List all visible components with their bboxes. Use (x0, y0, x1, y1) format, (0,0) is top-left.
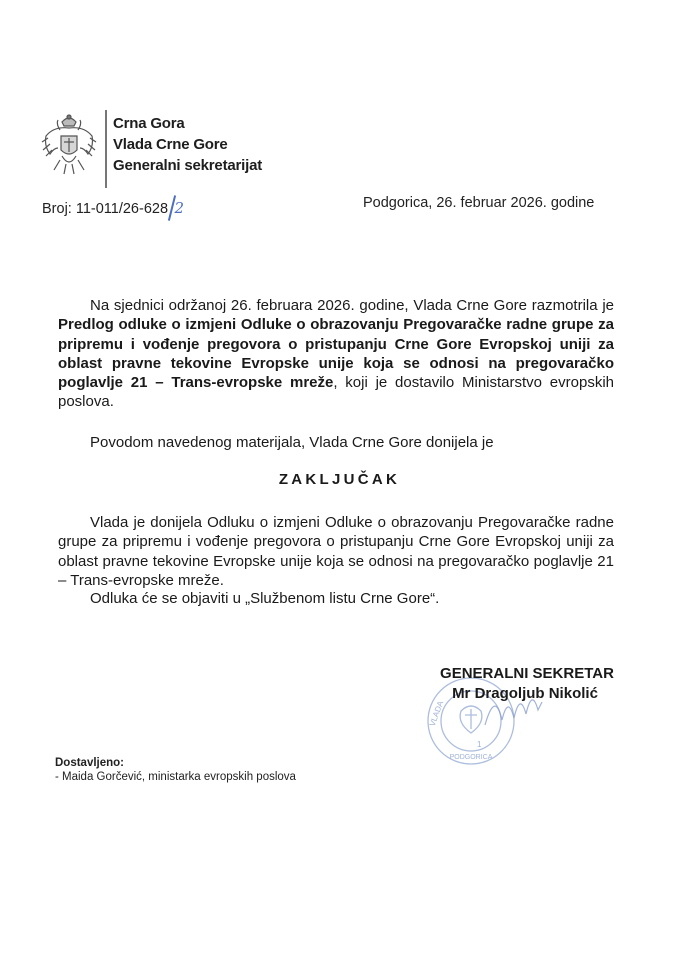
organization-block (113, 113, 262, 176)
conclusion-heading: ZAKLJUČAK (278, 471, 401, 488)
org-country: Crna Gora (113, 115, 185, 132)
org-secretariat: Generalni sekretarijat (113, 157, 263, 174)
svg-text:VLADA: VLADA (427, 699, 446, 728)
reference-number-text: Broj: 11-011/26-628 (42, 201, 169, 217)
org-government: Vlada Crne Gore (113, 136, 228, 153)
handwritten-suffix: 2 (174, 199, 185, 217)
svg-text:1: 1 (477, 740, 482, 749)
header-divider (105, 110, 107, 188)
signatory-name: Mr Dragoljub Nikolić (452, 685, 598, 702)
place-and-date: Podgorica, 26. februar 2026. godine (363, 195, 595, 211)
paragraph-decision (58, 513, 614, 590)
paragraph-session-outro: , koji je dostavilo Ministarstvo evropskih poslova. (58, 374, 614, 411)
delivered-recipient: - Maida Gorčević, ministarka evropskih poslova (55, 770, 296, 783)
handwritten-signature-icon (480, 680, 570, 735)
delivered-label: Dostavljeno: (55, 757, 125, 769)
paragraph-decision-text: Vlada je donijela Odluku o izmjeni Odluke o obrazovanju Pregovaračke radne grupe za pripremu i vođenje pregovora o pristupanju Crne Gore Evropskoj uniji za oblast pravne tekovine Evropske unije koja se odnosi na pregovaračko poglavlje 21 – Trans-evropske mreže. (58, 514, 614, 589)
paragraph-session-intro: Na sjednici održanoj 26. februara 2026. godine, Vlada Crne Gore razmotrila je (90, 297, 614, 314)
svg-text:PODGORICA: PODGORICA (449, 754, 493, 761)
signatory-title: GENERALNI SEKRETAR (440, 665, 614, 682)
paragraph-publication (58, 589, 614, 608)
paragraph-session (58, 296, 614, 412)
paragraph-publication-text: Odluka će se objaviti u „Službenom listu Crne Gore“. (90, 590, 440, 607)
delivered-block (55, 757, 296, 784)
reference-number (42, 195, 184, 221)
coat-of-arms-icon (40, 112, 98, 178)
paragraph-adopted (58, 433, 614, 452)
paragraph-adopted-text: Povodom navedenog materijala, Vlada Crne Gore donijela je (90, 434, 494, 451)
paragraph-session-proposal: Predlog odluke o izmjeni Odluke o obrazovanju Pregovaračke radne grupe za pripremu i vođenje pregovora o pristupanju Crne Gore Evropskoj uniji za oblast pravne tekovine Evropske unije koja se odnosi na pregovaračko poglavlje 21 – Trans-evropske mreže (58, 316, 614, 392)
